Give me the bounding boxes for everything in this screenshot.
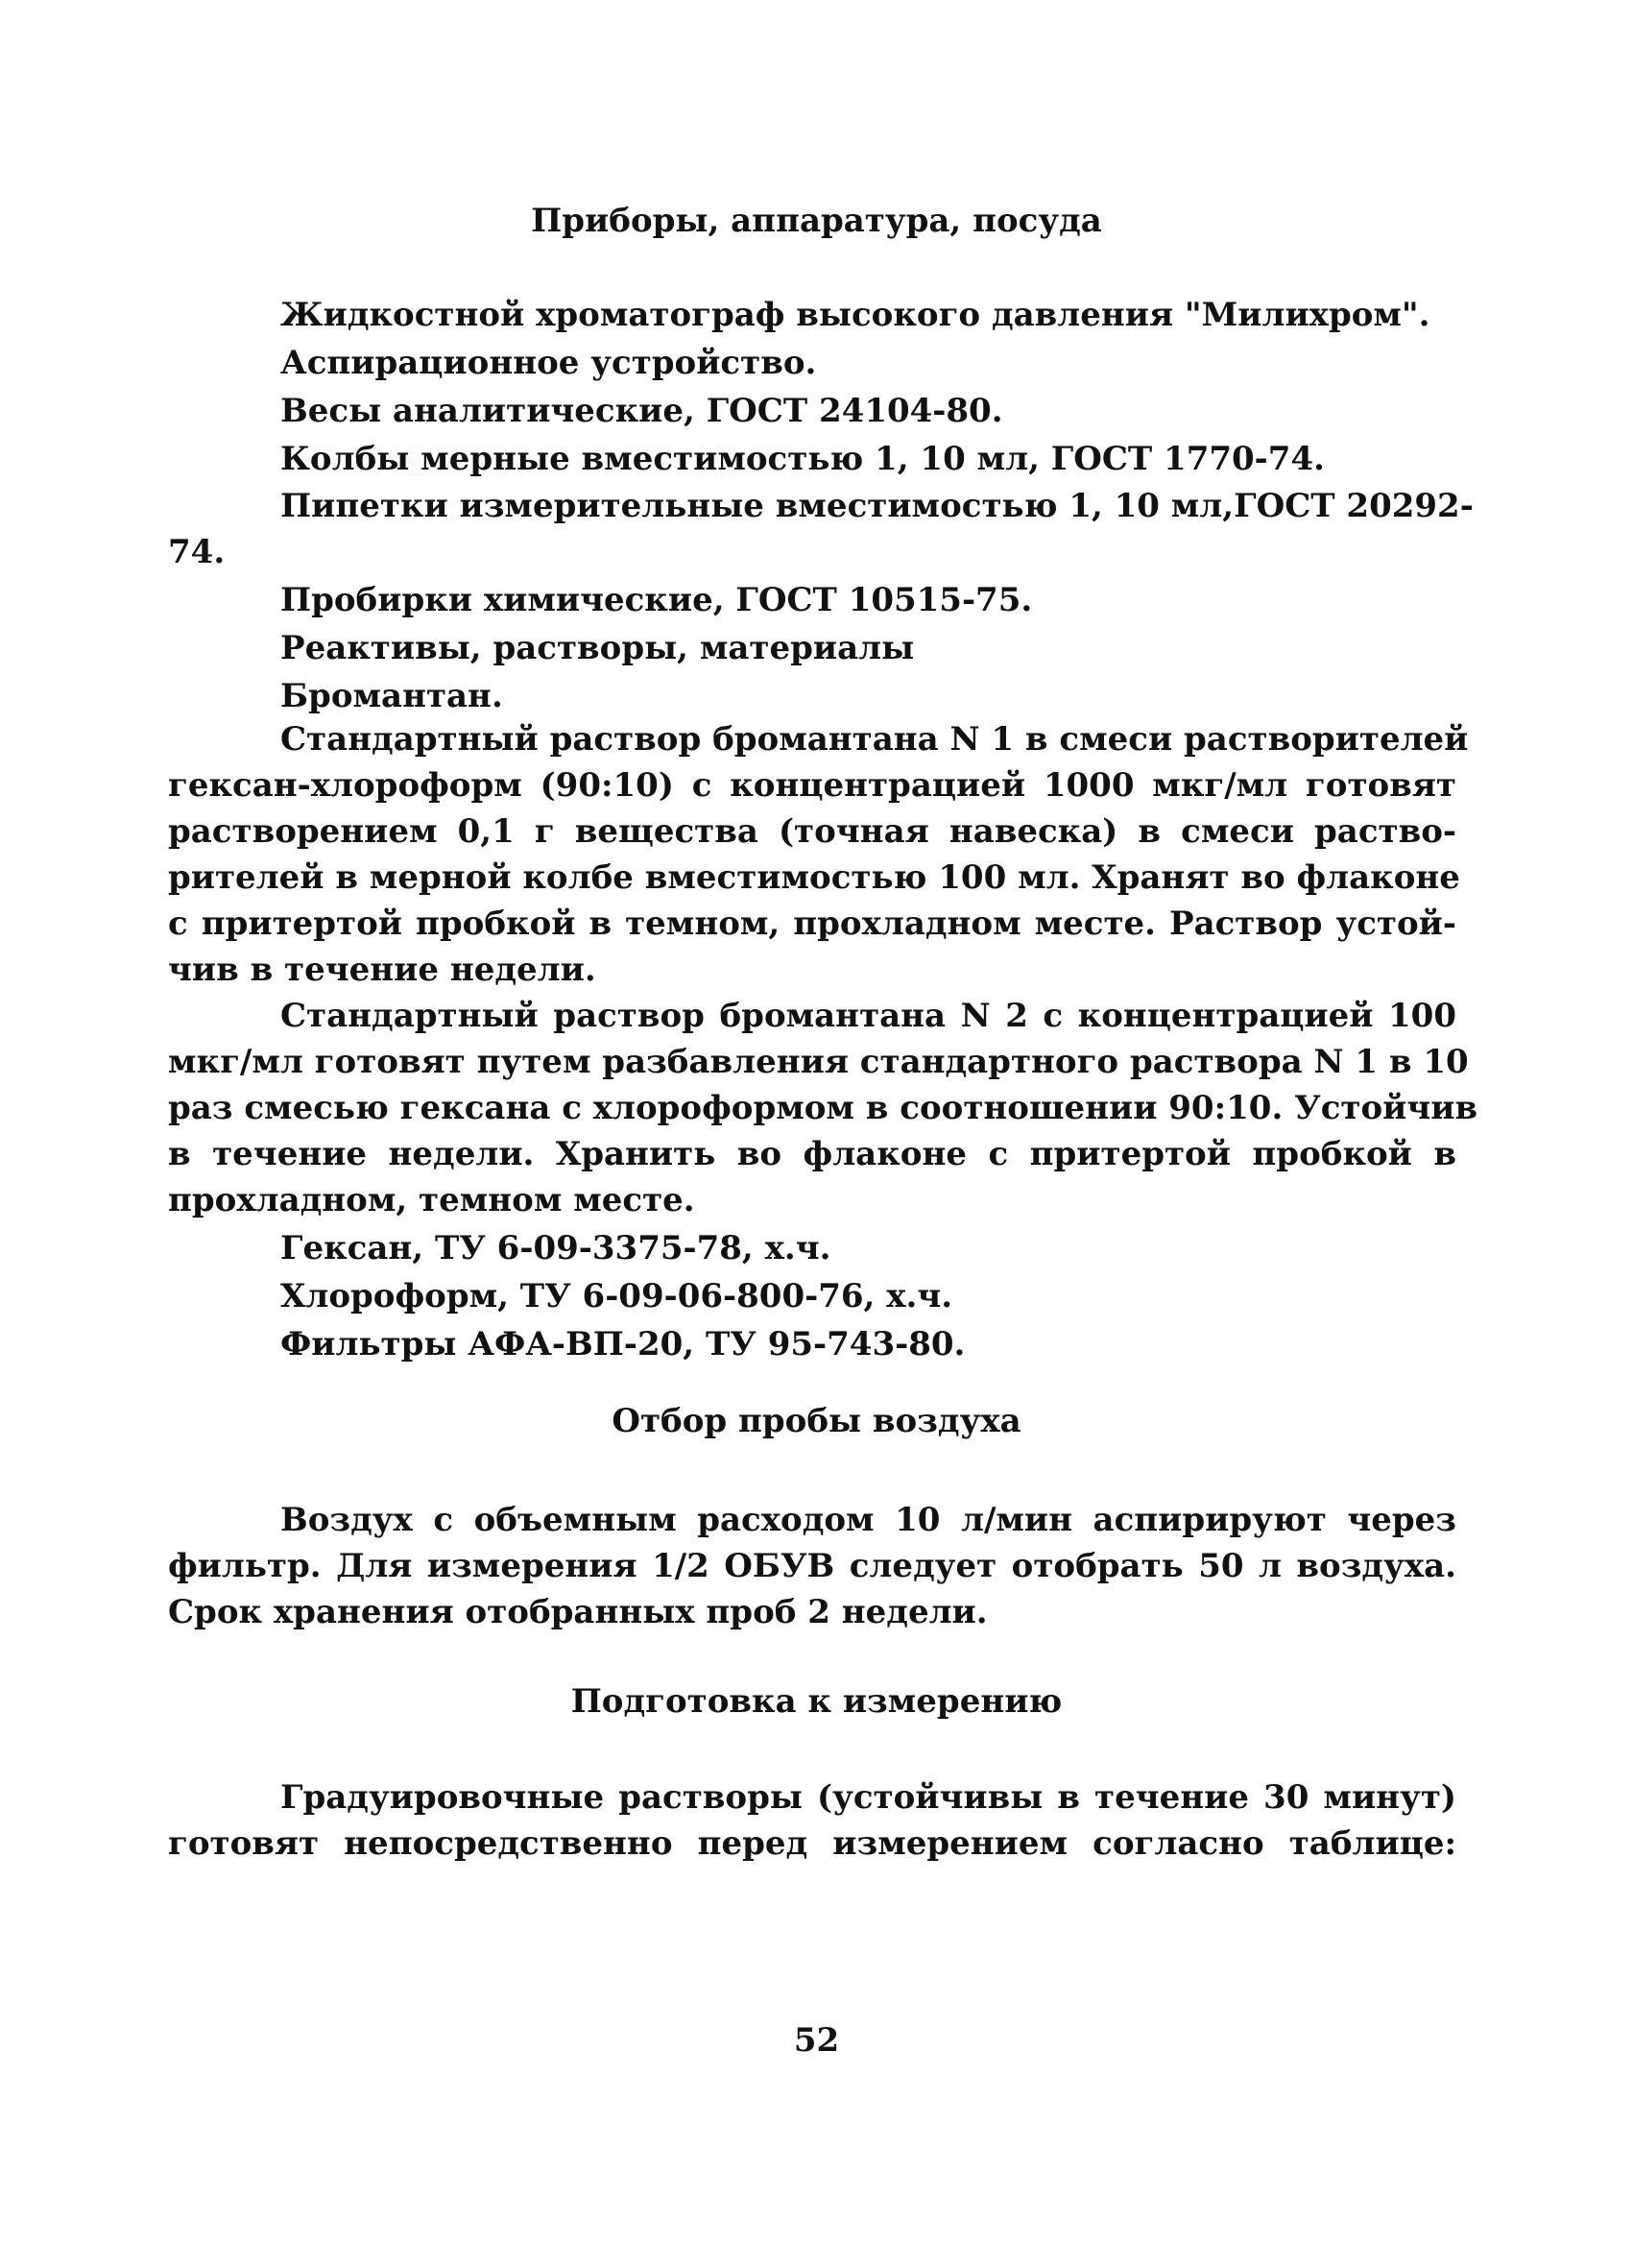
subsection-heading-reagents: Реактивы, растворы, материалы: [280, 629, 915, 667]
equipment-item: Колбы мерные вместимостью 1, 10 мл, ГОСТ 1770-74.: [280, 440, 1325, 478]
paragraph-line: растворением 0,1 г вещества (точная навеска) в смеси раство-: [168, 812, 1456, 851]
paragraph-line: с притертой пробкой в темном, прохладном месте. Раствор устой-: [168, 905, 1456, 943]
paragraph-line: чив в течение недели.: [168, 951, 596, 989]
reagent-item: Бромантан.: [280, 677, 503, 715]
paragraph-line: рителей в мерной колбе вместимостью 100 мл. Хранят во флаконе: [168, 858, 1460, 897]
equipment-item-continuation: 74.: [168, 533, 226, 571]
paragraph-line: раз смесью гексана с хлороформом в соотношении 90:10. Устойчив: [168, 1089, 1478, 1127]
paragraph-line: прохладном, темном месте.: [168, 1181, 695, 1219]
section-heading-preparation: Подготовка к измерению: [570, 1682, 1063, 1721]
page-number: 52: [793, 2021, 840, 2060]
reagent-item: Фильтры АФА-ВП-20, ТУ 95-743-80.: [280, 1325, 966, 1363]
section-heading-sampling: Отбор пробы воздуха: [612, 1402, 1021, 1440]
equipment-item: Пипетки измерительные вместимостью 1, 10 мл,ГОСТ 20292-: [280, 487, 1474, 525]
paragraph-line: Воздух с объемным расходом 10 л/мин аспирируют через: [280, 1501, 1456, 1539]
paragraph-line: гексан-хлороформ (90:10) с концентрацией 1000 мкг/мл готовят: [168, 766, 1456, 805]
paragraph-line: готовят непосредственно перед измерением согласно таблице:: [168, 1824, 1456, 1863]
section-heading-equipment: Приборы, аппаратура, посуда: [531, 202, 1102, 240]
paragraph-line: Срок хранения отобранных проб 2 недели.: [168, 1593, 988, 1631]
paragraph-line: мкг/мл готовят путем разбавления стандартного раствора N 1 в 10: [168, 1043, 1469, 1081]
paragraph-line: в течение недели. Хранить во флаконе с притертой пробкой в: [168, 1135, 1456, 1173]
equipment-item: Жидкостной хроматограф высокого давления "Милихром".: [280, 296, 1430, 334]
equipment-item: Аспирационное устройство.: [280, 344, 817, 382]
paragraph-line: Градуировочные растворы (устойчивы в течение 30 минут): [280, 1778, 1456, 1817]
reagent-item: Гексан, ТУ 6-09-3375-78, х.ч.: [280, 1229, 831, 1267]
paragraph-line: Стандартный раствор бромантана N 2 с концентрацией 100: [280, 997, 1456, 1035]
equipment-item: Весы аналитические, ГОСТ 24104-80.: [280, 392, 1003, 430]
paragraph-line: Стандартный раствор бромантана N 1 в смеси растворителей: [280, 720, 1469, 759]
equipment-item: Пробирки химические, ГОСТ 10515-75.: [280, 581, 1033, 619]
paragraph-line: фильтр. Для измерения 1/2 ОБУВ следует отобрать 50 л воздуха.: [168, 1547, 1456, 1585]
reagent-item: Хлороформ, ТУ 6-09-06-800-76, х.ч.: [280, 1277, 953, 1315]
